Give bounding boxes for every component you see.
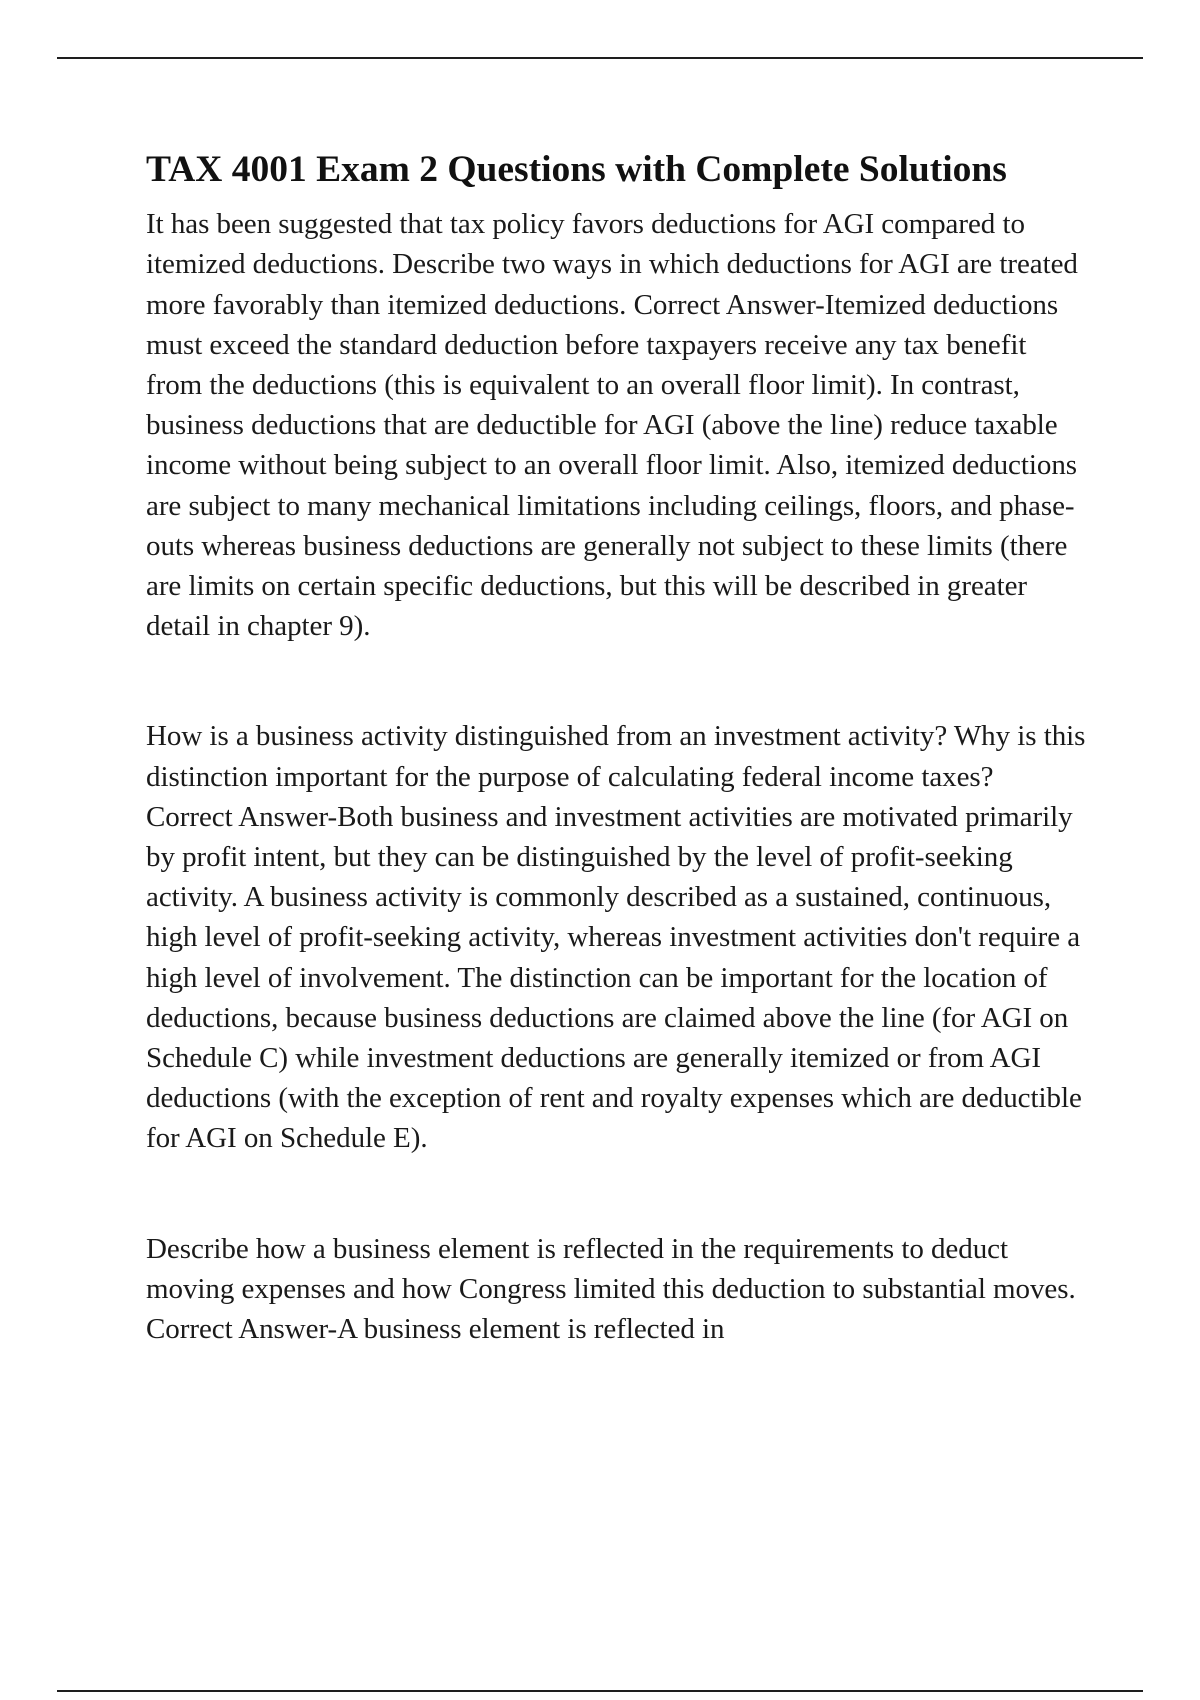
qa-item [146, 716, 1086, 1158]
answer-label: Correct Answer- [146, 800, 338, 833]
answer-text: Both business and investment activities are motivated primarily by profit intent, but they can be distinguished by the level of profit-seeking activity. A business activity is commonly described as a sustained, continuous, high level of profit-seeking activity, whereas investment activities don't require a high level of involvement. The distinction can be important for the location of deductions, because business deductions are claimed above the line (for AGI on Schedule C) while investment deductions are generally itemized or from AGI deductions (with the exception of rent and royalty expenses which are deductible for AGI on Schedule E). [146, 800, 1082, 1155]
footer-rule [57, 1690, 1143, 1692]
qa-item [146, 204, 1086, 646]
answer-text: A business element is reflected in [337, 1313, 725, 1345]
document-title: TAX 4001 Exam 2 Questions with Complete Solutions [146, 149, 1007, 190]
question-text: How is a business activity distinguished from an investment activity? Why is this distinction important for the purpose of calculating federal income taxes? [146, 720, 1086, 793]
answer-label: Correct Answer- [146, 1313, 338, 1345]
question-text: It has been suggested that tax policy favors deductions for AGI compared to itemized deductions. Describe two ways in which deductions for AGI are treated more favorably than itemized deductions. [146, 208, 1078, 321]
header-rule [57, 57, 1143, 59]
answer-text: Itemized deductions must exceed the standard deduction before taxpayers receive any tax benefit from the deductions (this is equivalent to an overall floor limit). In contrast, business deductions that are deductible for AGI (above the line) reduce taxable income without being subject to an overall floor limit. Also, itemized deductions are subject to many mechanical limitations including ceilings, floors, and phase-outs whereas business deductions are generally not subject to these limits (there are limits on certain specific deductions, but this will be described in greater detail in chapter 9). [146, 288, 1078, 643]
qa-item [146, 1229, 1086, 1350]
answer-label: Correct Answer- [633, 288, 825, 321]
document-page [146, 148, 1086, 1419]
question-text: Describe how a business element is reflected in the requirements to deduct moving expenses and how Congress limited this deduction to substantial moves. [146, 1232, 1076, 1305]
